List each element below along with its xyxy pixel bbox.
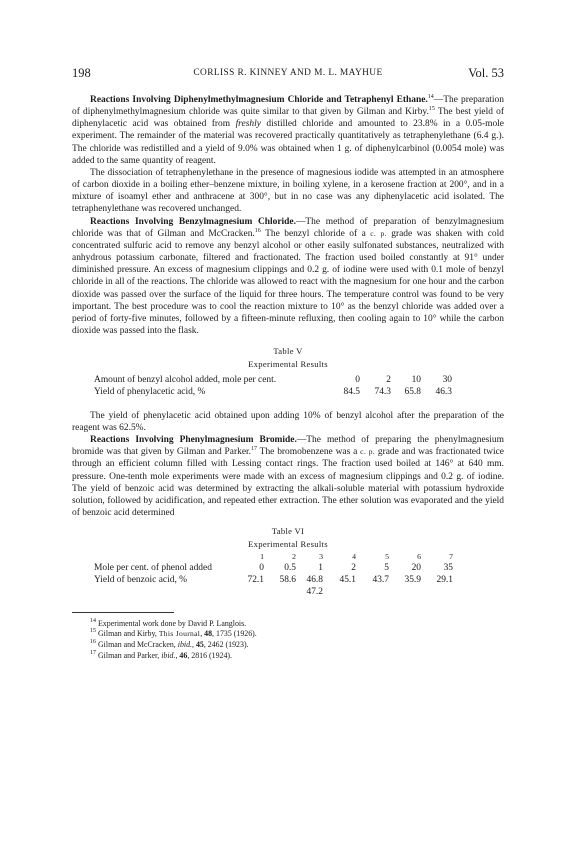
footnote-ref: 14	[427, 94, 434, 100]
paragraph-phenylmagnesium	[72, 434, 504, 519]
small-caps-text: c. p.	[370, 228, 387, 238]
volume-label: Vol. 53	[468, 66, 504, 80]
table-cell: 47.2	[306, 586, 323, 597]
column-number: 7	[449, 551, 453, 561]
paragraph-text: —The method of preparation of benzylmagnesium chloride was that of Gilman and McCracken.	[72, 216, 504, 239]
table-cell: 2	[351, 562, 356, 573]
journal-name: This Journal	[158, 629, 201, 639]
paragraph-text: —The method of preparing the phenylmagnesium bromide was that given by Gilman and Parker.	[72, 435, 504, 458]
table-v-label	[72, 345, 504, 358]
table-cell: 43.7	[372, 574, 389, 585]
column-number: 5	[385, 551, 389, 561]
table-vi	[94, 552, 453, 598]
table-cell: 35	[443, 562, 453, 573]
paragraph-text: The benzyl chloride of a	[260, 228, 371, 239]
footnote-text: Gilman and Kirby,	[97, 629, 159, 639]
table-vi-label	[72, 525, 504, 538]
table-cell: 30	[442, 374, 452, 385]
page-number: 198	[72, 66, 91, 80]
paragraph-text: grade was shaken with cold concentrated sulfuric acid to remove any benzyl alcohol or other easily sulfonated substances, neutralized with anhydrous potassium carbonate, filtered and fractionated. The fraction used boiled constantly at 91° under diminished pressure. An excess of magnesium clippings and 0.2 g. of iodine were used with 0.1 mole of benzyl chloride in all of the reactions. The chloride was allowed to react with the magnesium for one hour and the carbon dioxide was passed over the surface of the liquid for three hours. The temperature control was found to be very important. The best procedure was to cool the reaction mixture to 10° as the benzyl chloride was added over a period of forty-five minutes, followed by a fifteen-minute refluxing, then cooling again to 10° while the carbon dioxide was passed into the flask.	[72, 228, 504, 336]
table-cell: 2	[386, 374, 391, 385]
paragraph-benzylmagnesium	[72, 216, 504, 338]
row-label: Yield of benzoic acid, %	[94, 574, 188, 585]
table-cell: 46.3	[435, 386, 452, 397]
footnote-ref: 17	[251, 446, 257, 453]
footnote: $^{16}$ Gilman and McCracken, ibid., 45, 2462 (1923).	[90, 639, 249, 649]
footnote-ref: 15	[428, 106, 435, 113]
paragraph-yield-note: The yield of phenylacetic acid obtained upon adding 10% of benzyl alcohol after the preparation of the reagent was 62.5%.	[72, 410, 504, 433]
emphasis-text: freshly	[235, 119, 261, 130]
table-label-text: Table V	[273, 346, 303, 357]
paragraph-text: The bromobenzene was a	[257, 447, 361, 458]
footnote-text: , 2816 (1924).	[187, 650, 233, 660]
paragraph-text: —The preparation of diphenylmethylmagnesium chloride was quite similar to that given by Gilman and Kirby.	[72, 95, 504, 118]
table-cell: 0.5	[284, 562, 296, 573]
table-cell: 84.5	[343, 386, 360, 397]
table-row	[94, 586, 453, 598]
table-row	[94, 386, 452, 398]
table-v	[94, 374, 452, 398]
table-cell: 72.1	[247, 574, 264, 585]
table-cell: 65.8	[404, 386, 421, 397]
footnote-text: Gilman and McCracken,	[97, 640, 178, 649]
paragraph-text: distilled chloride and amounted to 23.8% in a 0.05-mole experiment. The remainder of the material was recovered practically quantitatively as tetraphenylethane (6.4 g.). The chloride was redistilled and a yield of 9.0% was obtained when 1 g. of diphenylcarbinol (0.0054 mole) was added to the same quantity of reagent.	[72, 119, 504, 166]
paragraph-text: grade and was fractionated twice through an efficient column filled with Lessing contact rings. The fraction used boiled at 146° at 640 mm. pressure. One-tenth mole experiments were made with an excess of magnesium clippings and 0.2 g. of iodine. The yield of benzoic acid was determined by extracting the alkali-soluble material with potassium hydroxide solution, followed by acidification, and repeated ether extraction. The ether solution was evaporated and the yield of benzoic acid determined	[72, 447, 505, 518]
footnote-ref: 16	[254, 227, 261, 234]
footnote-text: Gilman and Parker,	[97, 650, 162, 660]
table-header-row	[94, 552, 453, 562]
table-vi-caption	[72, 538, 504, 551]
paragraph-text: The best yield of diphenylacetic acid was obtained from	[72, 107, 504, 130]
journal-name: ibid.	[161, 650, 176, 660]
section-heading: Reactions Involving Benzylmagnesium Chloride.	[90, 216, 296, 227]
footnote-number: 14	[90, 617, 96, 624]
table-row	[94, 562, 453, 574]
table-caption-text: Experimental Results	[248, 539, 328, 550]
table-cell: 29.1	[436, 574, 453, 585]
footnote-number: 17	[90, 649, 96, 656]
table-v-caption	[72, 358, 504, 371]
paragraph-diphenylmethylmagnesium	[72, 94, 504, 167]
column-number: 4	[352, 551, 356, 561]
table-cell: 45.1	[339, 574, 356, 585]
table-cell: 35.9	[404, 574, 421, 585]
column-number: 3	[319, 551, 323, 561]
table-cell: 1	[318, 562, 323, 573]
article-body	[72, 94, 504, 661]
volume-number: 48	[204, 629, 213, 639]
footnote-text: Experimental work done by David P. Langlois.	[97, 618, 247, 628]
table-cell: 5	[384, 562, 389, 573]
table-cell: 74.3	[374, 386, 391, 397]
table-row	[94, 374, 452, 386]
footnote	[72, 619, 504, 630]
footnote-text: , 1735 (1926).	[212, 629, 257, 639]
page-header	[72, 66, 504, 82]
section-heading: Reactions Involving Phenylmagnesium Bromide.	[90, 435, 297, 446]
row-label: Amount of benzyl alcohol added, mole per cent.	[94, 374, 277, 385]
table-cell: 10	[411, 374, 421, 385]
row-label: Mole per cent. of phenol added	[94, 562, 212, 573]
column-number: 2	[292, 551, 296, 561]
footnote-number: 15	[90, 628, 96, 635]
table-row	[94, 574, 453, 586]
footnote-number: 16	[90, 639, 96, 645]
table-cell: 0	[259, 562, 264, 573]
footnote: $^{17}$ Gilman and Parker, ibid., 46, 2816 (1924).	[90, 649, 233, 660]
table-cell: 46.8	[306, 574, 323, 585]
footnote-divider	[72, 612, 174, 613]
running-title: CORLISS R. KINNEY AND M. L. MAYHUE	[193, 68, 383, 78]
column-number: 6	[417, 551, 421, 561]
small-caps-text: c. p.	[360, 447, 376, 457]
paragraph-dissociation: The dissociation of tetraphenylethane in the presence of magnesious iodide was attempted in an atmosphere of carbon dioxide in a boiling ether–benzene mixture, in boiling xylene, in a kerosene fraction at 200°, and in a mixture of isoamyl ether and anthracene at 300°, but in no case was any diphenylacetic acid isolated. The tetraphenylethane was recovered unchanged.	[72, 167, 504, 215]
table-cell: 20	[411, 562, 421, 573]
section-heading: Reactions Involving Diphenylmethylmagnesium Chloride and Tetraphenyl Ethane.	[90, 95, 428, 105]
volume-number: 46	[179, 650, 188, 660]
table-cell: 58.6	[279, 574, 296, 585]
footnote: $^{15}$ Gilman and Kirby, This Journal, 48, 1735 (1926).	[90, 628, 257, 639]
footnote-text: , 2462 (1923).	[203, 640, 249, 649]
column-number: 1	[260, 551, 264, 561]
table-cell: 0	[355, 374, 360, 385]
journal-name: ibid.	[177, 640, 192, 649]
volume-number: 45	[195, 640, 204, 649]
table-label-text: Table VI	[271, 526, 305, 537]
row-label: Yield of phenylacetic acid, %	[94, 386, 206, 397]
table-caption-text: Experimental Results	[248, 359, 328, 370]
